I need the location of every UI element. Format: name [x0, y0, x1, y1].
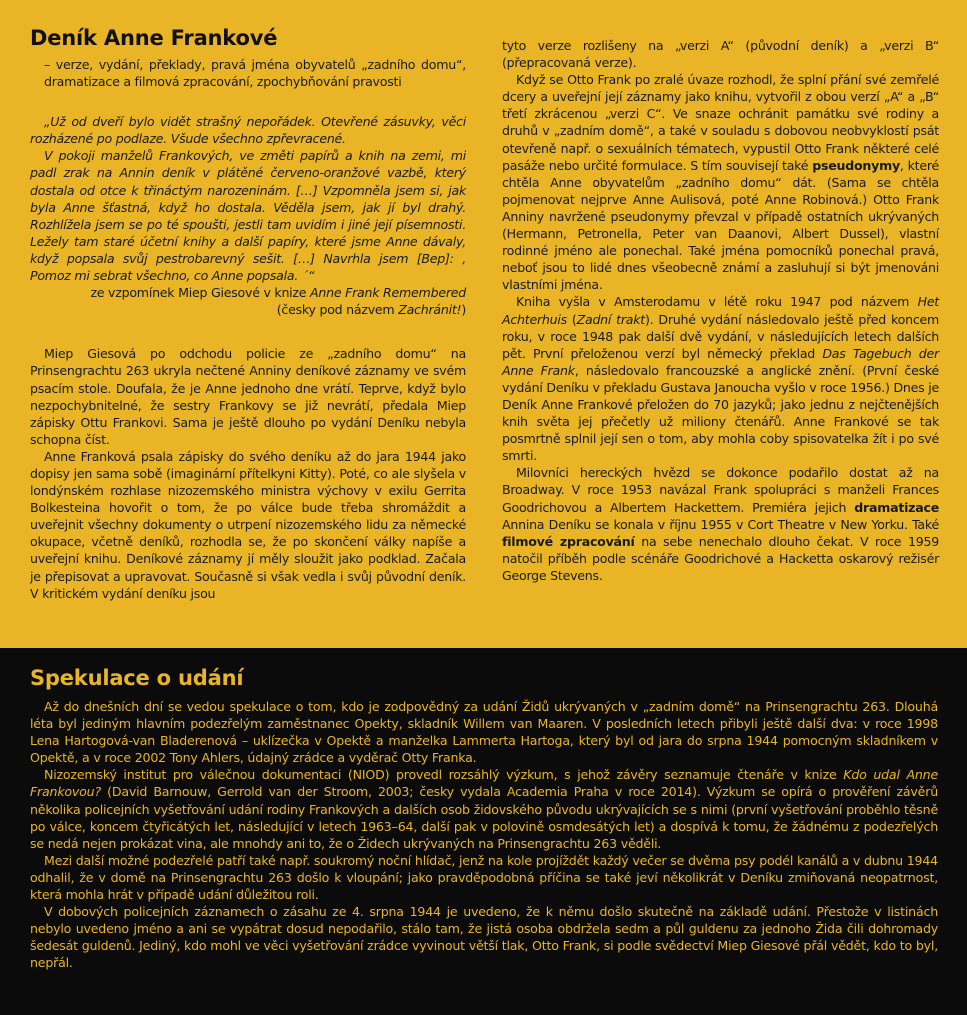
body-paragraph: Miep Giesová po odchodu policie ze „zadního domu“ na Prinsengrachtu 263 ukryla nečtené Anniny deníkové záznamy ve svém psacím stole. Doufala, že je Anne jednoho dne vrátí. Teprve, když bylo nezpochybnitelné, že sestry Frankovy se již nevrátí, předala Miep zápisky Ottu Frankovi. Sama je ještě dlouho po vydání Deníku nebyla schopna číst.: [30, 346, 466, 447]
quote-paragraph: „Už od dveří bylo vidět strašný nepořádek. Otevřené zásuvky, věci rozházené po podlaze. Všude všechno zpřevracené.: [30, 114, 466, 147]
body-paragraph: Anne Franková psala zápisky do svého deníku až do jara 1944 jako dopisy jen sama sobě (imaginární přítelkyni Kitty). Poté, co ale slyšela v londýnském rozhlase nizozemského ministra výchovy v exilu Gerrita Bolkesteina hovořit o tom, že po válce bude třeba shromáždit a uveřejnit všechny dokumenty o utrpení nizozemského lidu za německé okupace, včetně deníků, rozhodla se, že po skončení války napíše a uveřejní knihu. Deníkové záznamy jí měly sloužit jako podklad. Začala je přepisovat a upravovat. Současně si však vedla i svůj původní deník. V kritickém vydání deníku jsou: [30, 448, 466, 601]
left-column: [30, 26, 466, 602]
body-paragraph: Milovníci hereckých hvězd se dokonce podařilo dostat až na Broadway. V roce 1953 navázal Frank spolupráci s manželi Frances Goodrichovou a Albertem Hackettem. Premiéra jejich dramatizace Annina Deníku se konala v říjnu 1955 v Cort Theatre v New Yorku. Také filmové zpracování na sebe nenechalo dlouho čekat. V roce 1959 natočil příběh podle scénáře Goodrichové a Hacketta oskarový režisér George Stevens.: [502, 465, 939, 583]
body-paragraph: tyto verze rozlišeny na „verzi A“ (původní deník) a „verzi B“ (přepracovaná verze).: [502, 38, 939, 71]
quote-source-czech: (česky pod názvem Zachránit!): [276, 302, 466, 318]
quote-source: ze vzpomínek Miep Giesové v knize Anne Frank Remembered: [90, 285, 466, 301]
subtitle: – verze, vydání, překlady, pravá jména obyvatelů „zadního domu“, dramatizace a filmová zpracování, zpochybňování pravosti: [44, 57, 466, 90]
body-paragraph: V dobových policejních záznamech o zásahu ze 4. srpna 1944 je uvedeno, že k němu došlo skutečně na základě udání. Přestože v listinách nebylo uvedeno jméno a ani se vypátrat dosud nepodařilo, stálo tam, že jistá osoba obdržela sedm a půl guldenu za jednoho Žida čili dohromady šedesát guldenů. Jediný, kdo mohl ve věci vyšetřování zrádce vyvinout větší tlak, Otto Frank, si podle svědectví Miep Giesové přál vědět, kdo to byl, nepřál.: [30, 904, 938, 971]
body-paragraph: Kniha vyšla v Amsterodamu v létě roku 1947 pod názvem Het Achterhuis (Zadní trakt). Druhé vydání následovalo ještě před koncem roku, v roce 1948 pak další dvě vydání, v následujících letech dalších pět. První přeloženou verzí byl německý překlad Das Tagebuch der Anne Frank, následovalo francouzské a anglické znění. (První české vydání Deníku v překladu Gustava Janoucha vyšlo v roce 1956.) Dnes je Deník Anne Frankové přeložen do 70 jazyků; jako jednu z nejčtenějších knih světa jej přečetly už miliony čtenářů. Anne Frankové se tak posmrtně splnil její sen o tom, aby mohla coby spisovatelka žít i po své smrti.: [502, 294, 940, 464]
body-paragraph: Mezi další možné podezřelé patří také např. soukromý noční hlídač, jenž na kole projíždět každý večer se dvěma psy podél kanálů a v dubnu 1944 odhalil, že v domě na Prinsengrachtu 263 došlo k vloupání; jako pravděpodobná příčina se také jeví několikrát v Deníku zmiňovaná neopatrnost, která mohla hrát v případě udání důležitou roli.: [30, 852, 938, 903]
speculation-content: [30, 666, 938, 972]
quote-paragraph: V pokoji manželů Frankových, ve změti papírů a knih na zemi, mi padl zrak na Annin deník v plátěné červeno-oranžové vazbě, který dostala od otce k třináctým narozeninám. […] Vzpomněla jsem si, jak byla Anne šťastná, když ho dostala. Věděla jsem, jak jí byl drahý. Rozhlížela jsem se po té spoušti, jestli tam uvidím i jiné její písemnosti. Ležely tam staré účetní knihy a další papíry, které jsme Anne dávaly, když popsala svůj pestrobarevný sešit. […] Navrhla jsem [Bep]: , Pomoz mi sebrat všechno, co Anne popsala. ´“: [30, 148, 466, 284]
body-paragraph: Když se Otto Frank po zralé úvaze rozhodl, že splní přání své zemřelé dcery a uveřejní její záznamy jako knihu, vytvořil z obou verzí „A“ a „B“ třetí zkrácenou „verzi C“. Ve snaze ochránit památku své rodiny a druhů v „zadním domě“, a také v souladu s dobovou neobvyklostí psát otevřeně např. o sexuálních tématech, vypustil Otto Frank některé celé pasáže nebo určité formulace. S tím souvisejí také pseudonymy, které chtěla Anne obyvatelům „zadního domu“ dát. (Sama se chtěla pojmenovat nejprve Anne Aulisová, poté Anne Robinová.) Otto Frank Anniny navržené pseudonymy převzal v případě ostatních ukrývaných (Hermann, Petronella, Peter van Daanovi, Albert Dussel), vlastní rodinné jméno ale ponechal. Také jména pomocníků ponechal pravá, neboť jsou to lidé dnes všeobecně známí a zasluhují si být jmenováni vlastními jména.: [502, 72, 939, 293]
page-title: Deník Anne Frankové: [30, 26, 278, 50]
right-column: [502, 37, 939, 584]
body-paragraph: Nizozemský institut pro válečnou dokumentaci (NIOD) provedl rozsáhlý výzkum, s jehož závěry seznamuje čtenáře v knize Kdo udal Anne Frankovou? (David Barnouw, Gerrold van der Stroom, 2003; česky vydala Academia Praha v roce 2014). Výzkum se opírá o prověření závěrů několika policejních vyšetřování udání rodiny Frankových a dalších osob židovského původu ukrývajících se s nimi (první vyšetřování proběhlo těsně po válce, koncem čtyřicátých let, následující v letech 1963–64, další pak v polovině osmdesátých let) a dospívá k tomu, že žádnému z podezřelých se nedá nejen prokázat vina, ale mnohdy ani to, že o Židech ukrývaných na Prinsengrachtu 263 věděli.: [30, 767, 938, 851]
speculation-section: [0, 648, 967, 1015]
body-paragraph: Až do dnešních dní se vedou spekulace o tom, kdo je zodpovědný za udání Židů ukrývaných v „zadním domě“ na Prinsengrachtu 263. Dlouhá léta byl jediným hlavním podezřelým zaměstnanec Opekty, skladník Willem van Maaren. V posledních letech přibyli ještě další dva: v roce 1998 Lena Hartogová-van Bladerenová – uklízečka v Opektě a manželka Lammerta Hartoga, který byl od jara do srpna 1944 pomocným skladníkem v Opektě, a v roce 2002 Tony Ahlers, údajný zrádce a vyděrač Otty Franka.: [30, 699, 938, 766]
section-title: Spekulace o udání: [30, 666, 244, 690]
